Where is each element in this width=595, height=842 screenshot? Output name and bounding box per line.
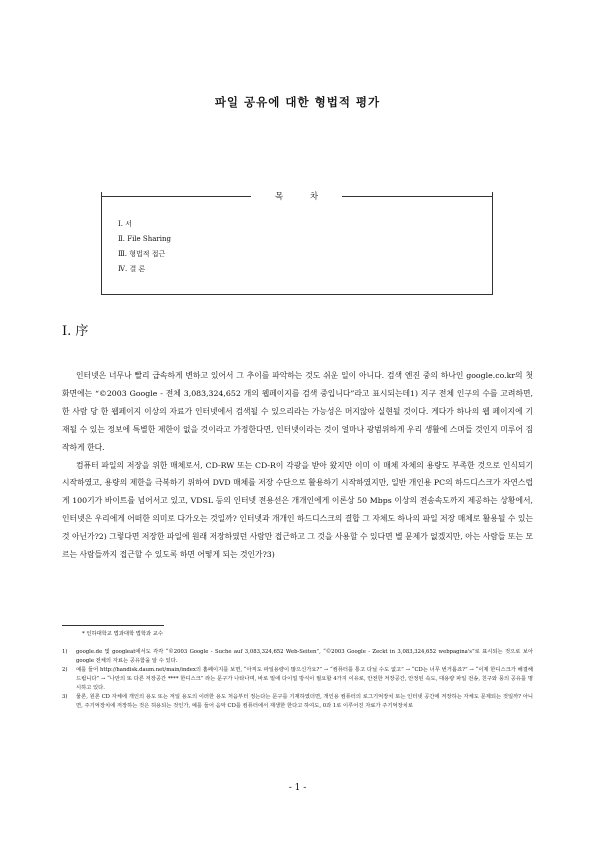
toc-item: Ⅱ. File Sharing bbox=[118, 235, 171, 243]
footnote-number: 3) bbox=[62, 694, 68, 700]
footnote-text: 물론, 원론 CD 자체에 개인의 용도 또는 저일 용도의 이러한 용도 처음부터 정는다는 문구를 기재하였더면, 개인용 컴퓨터의 로그기억장치 또는 인터넷 공간에 저장하는 자체도 문제되는 것일까? 아니면, 주기억장치에 저장하는 것은 허용되는 것인가, 예를 들어 음악 CD를 컴퓨터에서 재생한 한다고 하여도, 0과 1로 이루어진 자료가 주기억장치로 bbox=[76, 694, 533, 709]
body-text bbox=[62, 367, 533, 564]
footnote-text: google.de 및 googleat에서도 각각 “©2003 Google - Suche auf 3,083,324,652 Web-Seiten”, “©2003 Google - Zeckt in 3,083,324,652 webpagina's”로 표시되는 것으로 보아 google 전체의 자료는 공유함을 알 수 있다. bbox=[76, 649, 533, 664]
footnote bbox=[62, 693, 533, 711]
footnote bbox=[62, 666, 533, 693]
author-footnote: * 인하대학교 법과대학 법학과 교수 bbox=[82, 631, 164, 637]
toc-heading: 목 차 bbox=[274, 192, 331, 202]
paragraph: 컴퓨터 파일의 저장을 위한 매체로서, CD-RW 또는 CD-R이 각광을 받아 왔지만 이미 이 매체 자체의 용량도 부족한 것으로 인식되기 시작하였고, 용량의 제한을 극복하기 위하여 DVD 매체를 저장 수단으로 활용하기 시작하였지만, 일반 개인용 PC의 하드디스크가 자연스럽게 100기가 바이트를 넘어서고 있고, VDSL 등의 인터넷 전용선은 개개인에게 이론상 50 Mbps 이상의 전송속도까지 제공하는 상황에서, 인터넷은 우리에게 어떠한 의미로 다가오는 것일까? 인터넷과 개개인 하드디스크의 결합 그 자체도 하나의 파일 저장 매체로 활용될 수 있는 것 아닌가?2) 그렇다면 저장한 파일에 원래 저장하였던 사람만 접근하고 그 것을 사용할 수 있다면 별 문제가 없겠지만, 아는 사람들 또는 모르는 사람들까지 접근할 수 있도록 하면 어떻게 되는 것인가?3) bbox=[62, 460, 533, 560]
footnotes bbox=[62, 630, 533, 711]
footnote-text: 예를 들어 http://handisk.daum.net/main/index의 홈페이지를 보면, “아직도 파일용량이 많으신가요?” → “컴퓨터를 통고 다닐 수도 없고” → “CD는 너무 번거롭죠?” → “이제 한디스크가 해결해 드립니다” → “나만의 또 다른 저장공간 **** 한디스크” 라는 문구가 나타나며, 바로 밑에 다이얼 방식이 필요할 4가지 이유로, 안전한 저장공간, 안정된 속도, 대용량 파일 전송, 친구와 뭉의 공유를 명시하고 있다. bbox=[76, 667, 533, 691]
page-number: - 1 - bbox=[288, 783, 307, 793]
footnote bbox=[62, 648, 533, 666]
document-title: 파일 공유에 대한 형법적 평가 bbox=[214, 95, 381, 109]
paragraph: 인터넷은 너무나 빨리 급속하게 변하고 있어서 그 추이를 파악하는 것도 쉬운 일이 아니다. 검색 엔진 중의 하나인 google.co.kr의 첫 화면에는 “©2003 Google - 전체 3,083,324,652 개의 웹페이지를 검색 중입니다”라고 표시되는데1) 지구 전체 인구의 수를 고려하면, 한 사람 당 한 웹페이지 이상의 자료가 인터넷에서 검색될 수 있으리라는 가능성은 머지않아 실현될 것이다. 게다가 하나의 웹 페이지에 기재될 수 있는 정보에 특별한 제한이 없을 것이라고 가정한다면, 인터넷이라는 것이 얼마나 광범위하게 우리 생활에 스며들 것인지 미루어 짐작하게 한다. bbox=[62, 371, 533, 452]
footnote-number: 1) bbox=[62, 649, 68, 655]
footnote-number: 2) bbox=[62, 667, 68, 673]
toc-item: Ⅳ. 결 론 bbox=[118, 265, 146, 273]
toc-item: Ⅲ. 형법적 접근 bbox=[118, 250, 166, 258]
toc-item: Ⅰ. 서 bbox=[118, 220, 132, 228]
footnote-separator bbox=[62, 625, 164, 626]
section-heading: Ⅰ. 序 bbox=[62, 324, 89, 339]
toc-list bbox=[118, 217, 171, 277]
